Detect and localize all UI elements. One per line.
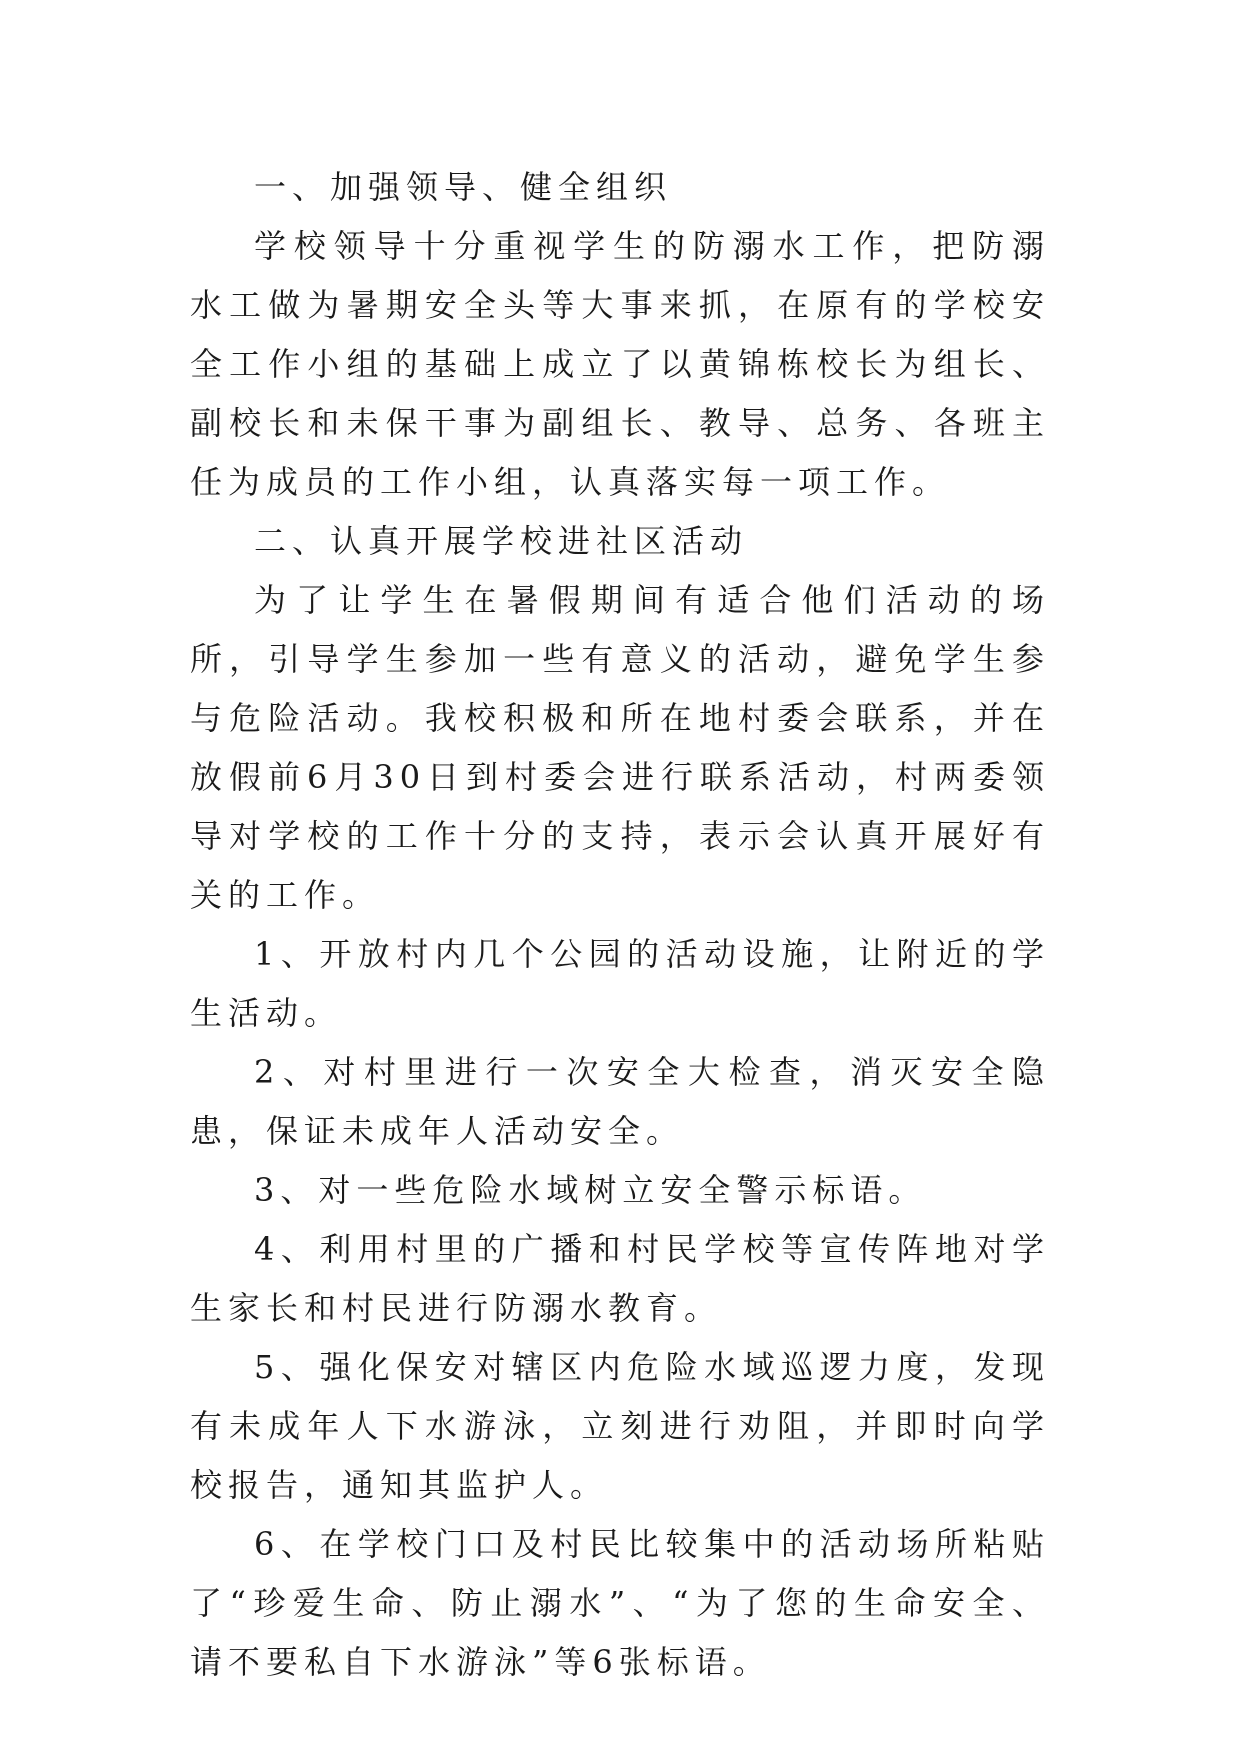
document-body bbox=[190, 158, 1050, 1692]
paragraph-2: 为了让学生在暑假期间有适合他们活动的场所，引导学生参加一些有意义的活动，避免学生参与危险活动。我校积极和所在地村委会联系，并在放假前6月30日到村委会进行联系活动，村两委领导对学校的工作十分的支持，表示会认真开展好有关的工作。 bbox=[190, 581, 1050, 914]
paragraph-1: 学校领导十分重视学生的防溺水工作，把防溺水工做为暑期安全头等大事来抓，在原有的学校安全工作小组的基础上成立了以黄锦栋校长为组长、副校长和未保干事为副组长、教导、总务、各班主任为成员的工作小组，认真落实每一项工作。 bbox=[190, 227, 1050, 501]
section-heading-2: 二、认真开展学校进社区活动 bbox=[254, 522, 749, 560]
section-heading-1: 一、加强领导、健全组织 bbox=[254, 168, 673, 206]
list-item-3: 3、对一些危险水域树立安全警示标语。 bbox=[254, 1171, 927, 1209]
list-item-2: 2、对村里进行一次安全大检查，消灭安全隐患，保证未成年人活动安全。 bbox=[190, 1053, 1050, 1150]
list-item-5: 5、强化保安对辖区内危险水域巡逻力度，发现有未成年人下水游泳，立刻进行劝阻，并即时向学校报告，通知其监护人。 bbox=[190, 1348, 1050, 1504]
list-item-1: 1、开放村内几个公园的活动设施，让附近的学生活动。 bbox=[190, 935, 1050, 1032]
list-item-4: 4、利用村里的广播和村民学校等宣传阵地对学生家长和村民进行防溺水教育。 bbox=[190, 1230, 1050, 1327]
list-item-6: 6、在学校门口及村民比较集中的活动场所粘贴了“珍爱生命、防止溺水”、“为了您的生命安全、请不要私自下水游泳”等6张标语。 bbox=[190, 1525, 1050, 1681]
